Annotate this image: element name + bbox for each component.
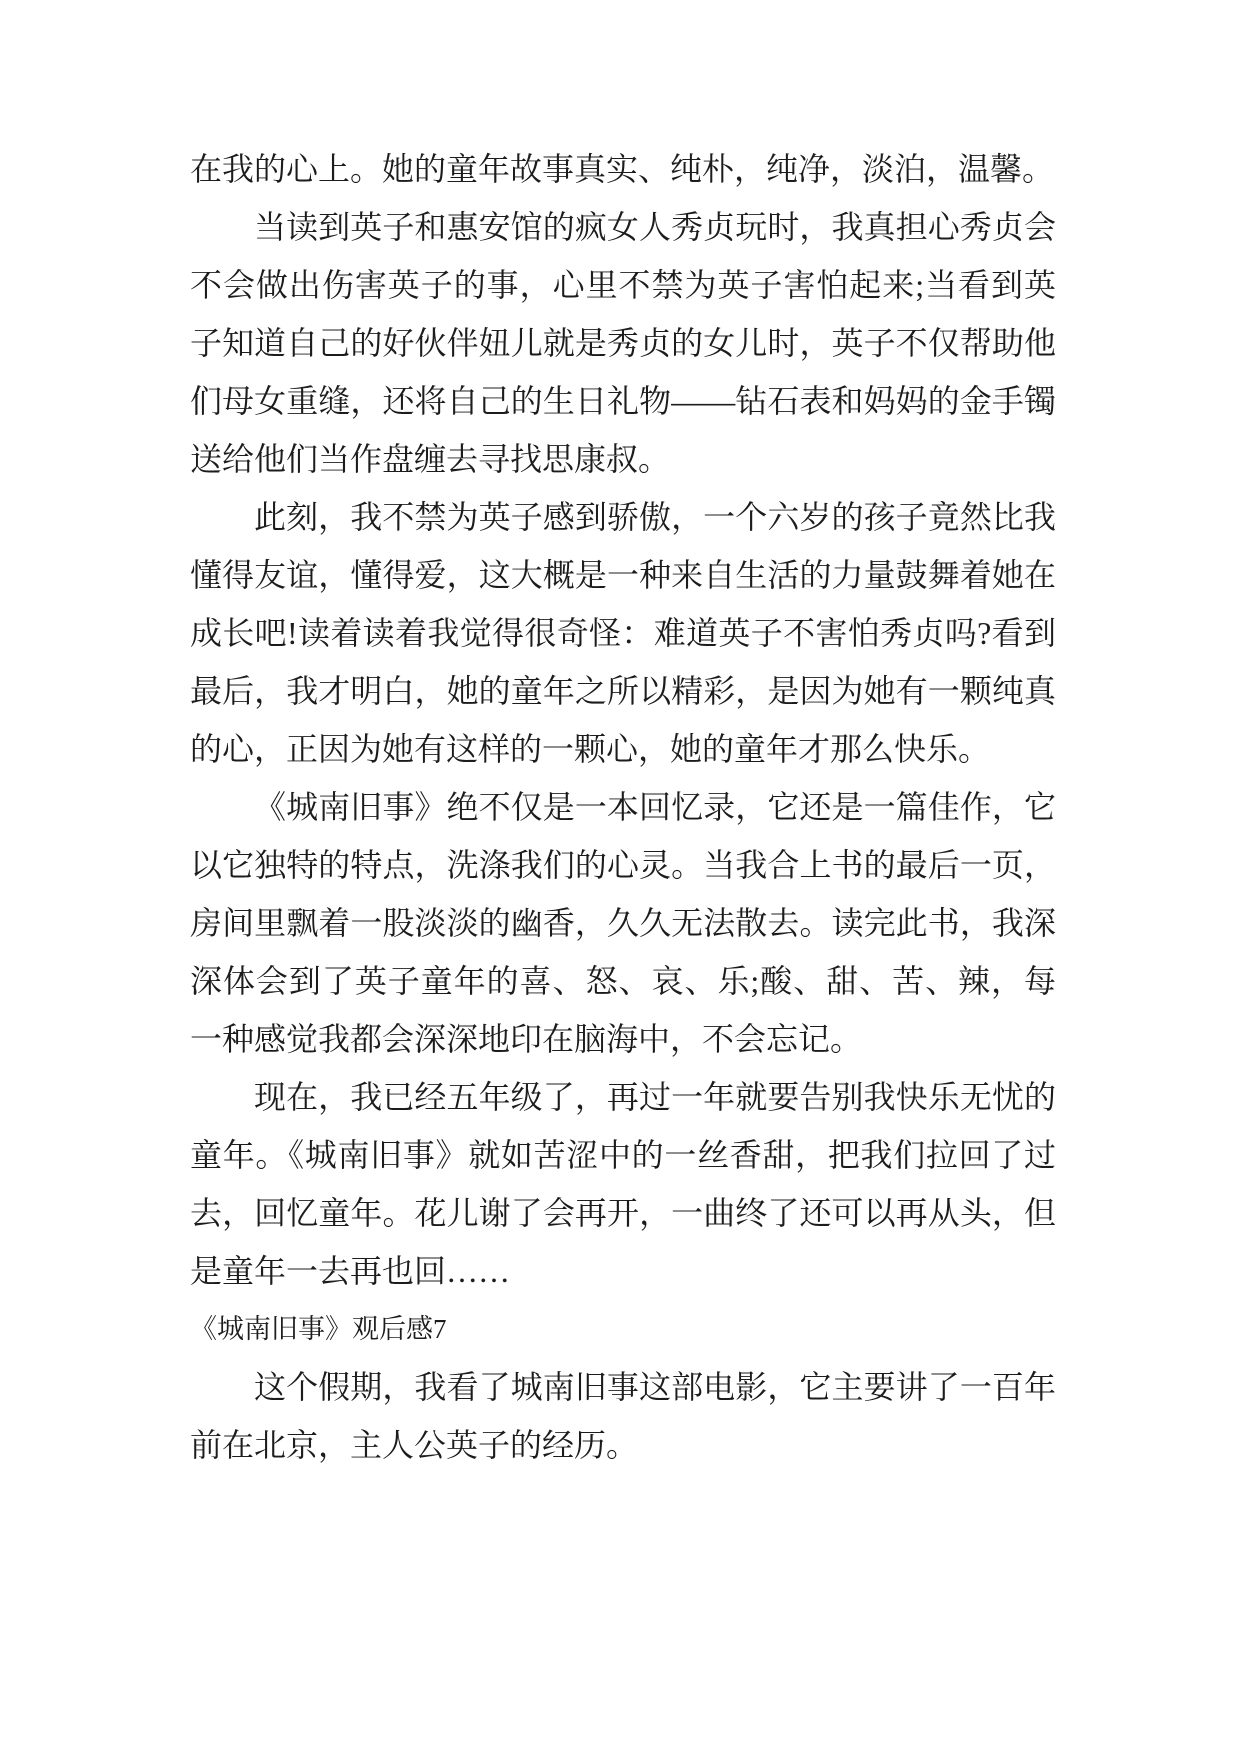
paragraph: 此刻，我不禁为英子感到骄傲，一个六岁的孩子竟然比我懂得友谊，懂得爱，这大概是一种来自生活的力量鼓舞着她在成长吧!读着读着我觉得很奇怪：难道英子不害怕秀贞吗?看到最后，我才明白，她的童年之所以精彩，是因为她有一颗纯真的心，正因为她有这样的一颗心，她的童年才那么快乐。 <box>190 499 1056 767</box>
paragraph: 现在，我已经五年级了，再过一年就要告别我快乐无忧的童年。《城南旧事》就如苦涩中的一丝香甜，把我们拉回了过去，回忆童年。花儿谢了会再开，一曲终了还可以再从头，但是童年一去再也回…… <box>190 1079 1056 1289</box>
paragraph-continuation: 在我的心上。她的童年故事真实、纯朴，纯净，淡泊，温馨。 <box>190 151 1055 187</box>
paragraph: 这个假期，我看了城南旧事这部电影，它主要讲了一百年前在北京，主人公英子的经历。 <box>190 1369 1056 1463</box>
section-heading: 《城南旧事》观后感7 <box>190 1314 447 1344</box>
paragraph: 《城南旧事》绝不仅是一本回忆录，它还是一篇佳作，它以它独特的特点，洗涤我们的心灵。当我合上书的最后一页，房间里飘着一股淡淡的幽香，久久无法散去。读完此书，我深深体会到了英子童年的喜、怒、哀、乐;酸、甜、苦、辣，每一种感觉我都会深深地印在脑海中，不会忘记。 <box>190 789 1056 1057</box>
document-text-block <box>190 140 1056 1474</box>
paragraph: 当读到英子和惠安馆的疯女人秀贞玩时，我真担心秀贞会不会做出伤害英子的事，心里不禁为英子害怕起来;当看到英子知道自己的好伙伴妞儿就是秀贞的女儿时，英子不仅帮助他们母女重缝，还将自己的生日礼物——钻石表和妈妈的金手镯送给他们当作盘缠去寻找思康叔。 <box>190 209 1056 477</box>
